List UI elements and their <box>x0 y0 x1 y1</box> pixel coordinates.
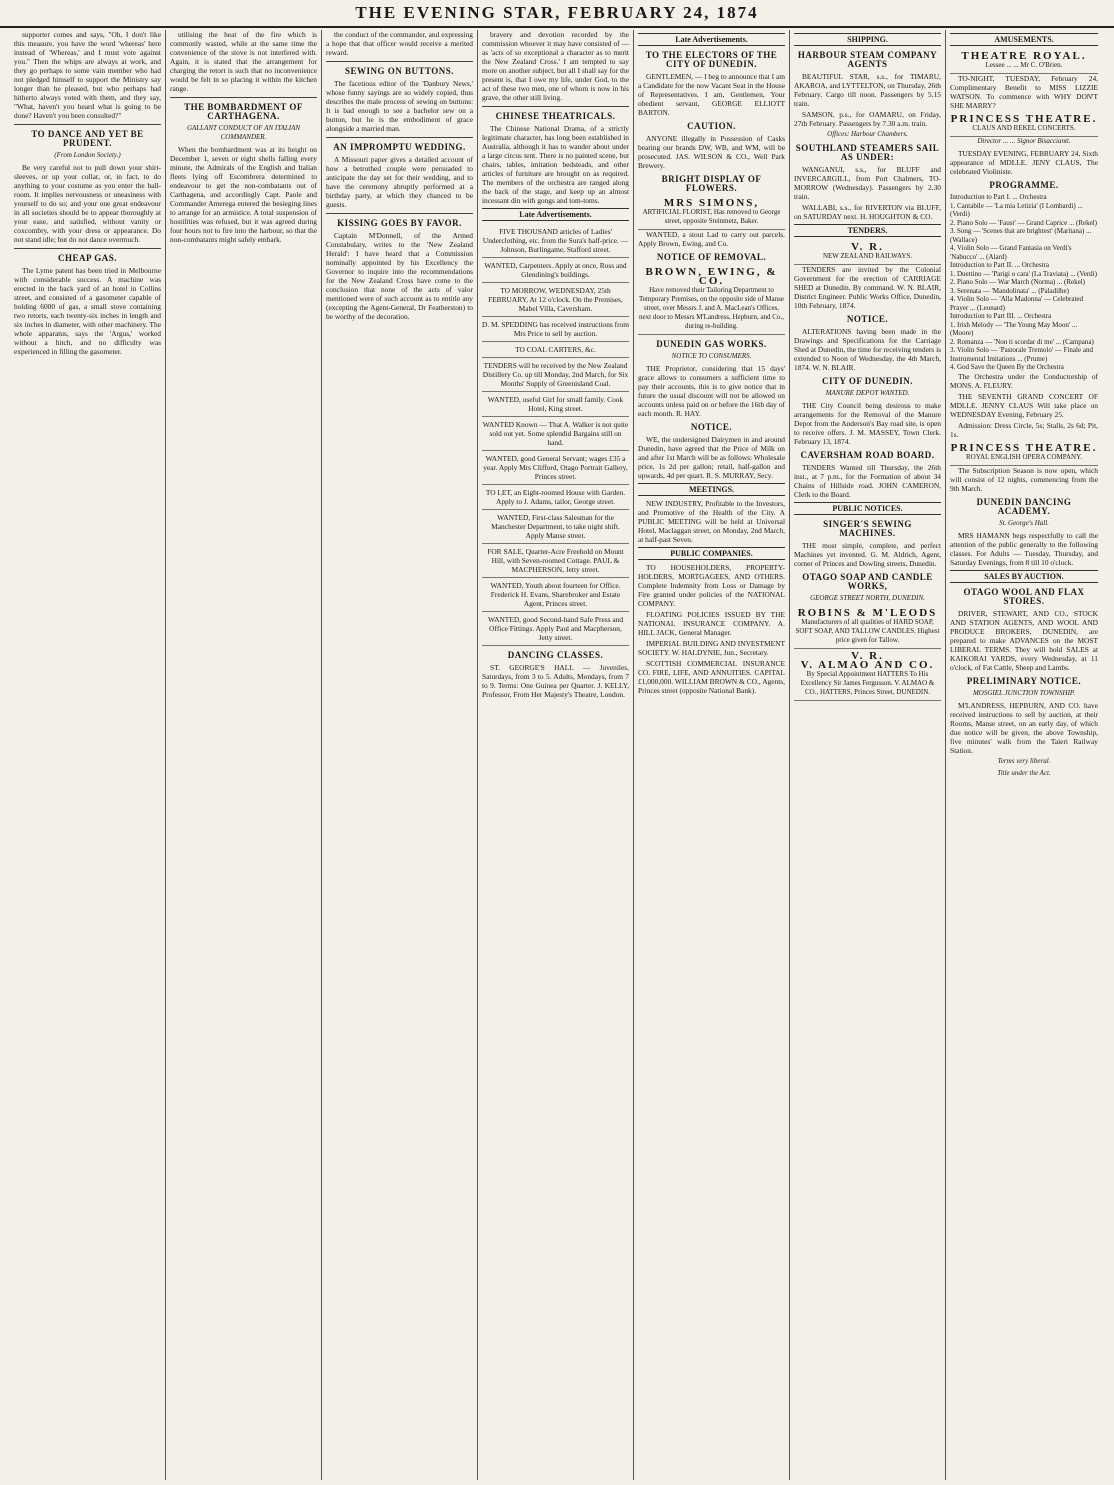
article-heading: AN IMPROMPTU WEDDING. <box>333 142 466 152</box>
programme-item: 3. Song — 'Scenes that are brightest' (Maritana) ... (Wallace) <box>950 227 1092 244</box>
florist-ad <box>638 196 785 230</box>
ad-heading: CAUTION. <box>687 121 736 131</box>
article-text: A Missouri paper gives a detailed account of how a betrothed couple were persuaded to anticipate the day set for their wedding, and to have the ceremony abruptly performed at a birthday party, at which they chanced to be guests. <box>326 155 473 209</box>
ad-heading: TO THE ELECTORS OF THE CITY OF DUNEDIN. <box>645 50 778 69</box>
article-heading: CHINESE THEATRICALS. <box>495 111 616 121</box>
article-subheading: GALLANT CONDUCT OF AN ITALIAN COMMANDER. <box>186 124 301 141</box>
hatter-ad <box>794 649 941 701</box>
railway-ad <box>794 240 941 265</box>
classified-ad: WANTED, First-class Salesman for the Manchester Department, to take night shift. Apply Manse street. <box>482 510 629 544</box>
ad-subheading: St. George's Hall. <box>999 518 1049 527</box>
ad-heading: OTAGO WOOL AND FLAX STORES. <box>963 586 1085 606</box>
section-heading: AMUSEMENTS. <box>950 33 1098 46</box>
columns <box>10 30 1104 1480</box>
ad-subtitle: Have removed their Tailoring Department to Temporary Premises, on the opposite side of Manse street, over Messrs J. and A. MacLean's Offices, next door to Messrs M'Landress, Hepburn, and Co., during re-building. <box>639 286 784 330</box>
classified-ad: WANTED Known — That A. Walker is not quite sold out yet. Some splendid Bargains still on hand. <box>482 417 629 451</box>
ad-text: BEAUTIFUL STAR, s.s., for TIMARU, AKAROA, and LYTTELTON, on Thursday, 26th February. Cargo till noon. Passengers by 5.15 train. <box>794 72 941 108</box>
column-1 <box>10 30 166 1480</box>
ad-title: V. R. <box>851 650 884 662</box>
programme-item: 4. Violin Solo — Grand Fantasia on Verdi's 'Nabucco' ... (Alard) <box>950 244 1072 261</box>
ad-heading: NOTICE OF REMOVAL. <box>656 252 767 262</box>
divider <box>326 61 473 62</box>
ad-heading: OTAGO SOAP AND CANDLE WORKS, <box>802 572 933 591</box>
divider <box>326 137 473 138</box>
section-heading: Late Advertisements. <box>482 208 629 221</box>
ad-subtitle: CLAUS AND REKEL CONCERTS. <box>972 124 1076 132</box>
ad-subtitle: Manufacturers of all qualities of HARD SOAP, SOFT SOAP, AND TALLOW CANDLES. Highest price given for Tallow. <box>795 618 940 644</box>
programme-list <box>950 193 1098 372</box>
ad-text: SAMSON, p.s., for OAMARU, on Friday, 27th February. Passengers by 7.30 a.m. train. <box>794 110 941 128</box>
princess-ad <box>950 112 1098 137</box>
ad-text: TUESDAY EVENING, FEBRUARY 24, Sixth appearance of MDLLE. JENY CLAUS, The celebrated Violiniste. <box>950 149 1098 176</box>
ad-subtitle: NEW ZEALAND RAILWAYS. <box>822 252 913 260</box>
ad-text: Admission: Dress Circle, 5s; Stalls, 2s 6d; Pit, 1s. <box>950 420 1098 439</box>
ad-heading: DUNEDIN DANCING ACADEMY. <box>976 496 1072 516</box>
ad-title: THEATRE ROYAL. <box>961 50 1087 62</box>
ad-title: V. R. <box>851 241 884 253</box>
article-text: bravery and devotion recorded by the commission whoever it may have consisted of — as 'acts of so exceptional a character as to merit the New Zealand Cross.' I am tempted to say more on another subject, but all I shall say for the present is, that I owe my life, under God, to the act of these two men, one of whom is now in his grave, the other still living. <box>482 30 629 102</box>
article-text: The facetious editor of the 'Danbury News,' whose funny sayings are so widely copied, thus describes the male process of sewing on buttons: It is bad enough to see a bachelor sew on a button, but he is the embodiment of grace alongside a married man. <box>326 79 473 133</box>
ad-subtitle: By Special Appointment HATTERS To His Excellency Sir James Fergusson. V. ALMAO & CO., HATTERS, Princes Street, DUNEDIN. <box>800 670 935 696</box>
divider <box>326 213 473 214</box>
ad-title: ROBINS & M'LEODS <box>797 607 938 619</box>
article-heading: THE BOMBARDMENT OF CARTHAGENA. <box>184 102 303 121</box>
ad-text: TO HOUSEHOLDERS, PROPERTY-HOLDERS, MORTGAGEES, AND OTHERS. Complete Indemnity from Loss or Damage by Fire granted under policies of the NATIONAL COMPANY. <box>638 563 785 608</box>
ad-text: NEW INDUSTRY, Profitable to the Investors, and Promotive of the Health of the City. A PUBLIC MEETING will be held at Universal Hotel, Maclaggan street, on Monday, 2nd March, at half-past Seven. <box>638 499 785 544</box>
ad-subtitle: ARTIFICIAL FLORIST, Has removed to George street, opposite Steinmetz, Baker. <box>642 208 781 225</box>
section-heading: SALES BY AUCTION. <box>950 570 1098 583</box>
ad-title: PRINCESS THEATRE. <box>950 113 1098 125</box>
ad-heading: CITY OF DUNEDIN. <box>821 376 914 386</box>
classified-ad: TO LET, an Eight-roomed House with Garden. Apply to J. Adams, tailor, George street. <box>482 485 629 510</box>
classified-ad: TENDERS will be received by the New Zealand Distillery Co. up till Monday, 2nd March, for Six Months' Supply of Greenisland Coal. <box>482 358 629 392</box>
classified-ad: WANTED, good Second-hand Safe Press and Office Fittings. Apply Paul and Macpherson, Jetty street. <box>482 612 629 646</box>
programme-item: 2. Romanza — 'Non ti scordar di me' ... (Campana) <box>950 337 1094 346</box>
classified-ad: D. M. SPEDDING has received instructions from Mrs Price to sell by auction. <box>482 317 629 342</box>
section-heading: MEETINGS. <box>638 483 785 496</box>
programme-item: 2. Piano Solo — 'Faust' — Grand Caprice ... (Rekel) <box>950 218 1097 227</box>
ad-text: IMPERIAL BUILDING AND INVESTMENT SOCIETY. W. HALDYNIE, Jun., Secretary. <box>638 639 785 657</box>
ad-heading: PRELIMINARY NOTICE. <box>966 675 1082 686</box>
ad-text: WANGANUI, s.s., for BLUFF and INVERCARGILL, from Port Chalmers, TO-MORROW (Wednesday). Passengers by 2.30 train. <box>794 165 941 201</box>
ad-text: DRIVER, STEWART, AND CO., STOCK AND STATION AGENTS, AND WOOL AND PRODUCE BROKERS, DUNEDIN, are prepared to make ADVANCES on the MOST LIBERAL TERMS. They will hold SALES at KAIKORAI YARDS, every Wednesday, at 11 o'clock, of Fat Cattle, Sheep and Lambs. <box>950 608 1098 672</box>
column-6 <box>790 30 946 1480</box>
ad-subheading: GEORGE STREET NORTH, DUNEDIN. <box>810 594 925 602</box>
divider <box>14 248 161 249</box>
programme-item: 1. Duettino — 'Parigi o cara' (La Traviata) ... (Verdi) <box>950 269 1097 278</box>
removal-ad <box>638 265 785 335</box>
ad-text: TO-NIGHT, TUESDAY, February 24, Complimentary Benefit to MISS LIZZIE WATSON. To commence with WHY DON'T SHE MARRY? <box>950 74 1098 110</box>
ad-title: V. ALMAO AND CO. <box>800 659 935 671</box>
ad-text: ST. GEORGE'S HALL — Juveniles, Saturdays, from 3 to 5. Adults, Mondays, from 7 to 9. Terms: One Guinea per Quarter. J. KELLY, Professor, From Her Majesty's Theatre, London. <box>482 663 629 699</box>
ad-subheading: Terms very liberal. <box>997 756 1051 765</box>
article-text: the conduct of the commander, and expressing a hope that that officer would receive a merited reward. <box>326 30 473 57</box>
ad-heading: NOTICE. <box>846 314 889 324</box>
ad-text: FLOATING POLICIES ISSUED BY THE NATIONAL INSURANCE COMPANY. A. HILL JACK, General Manager. <box>638 610 785 637</box>
ad-heading: BRIGHT DISPLAY OF FLOWERS. <box>661 174 762 193</box>
article-text: When the bombardment was at its height on December 1, seven or eight shells falling every minute, the Admirals of the English and Italian fleets lying off Escombrera determined to endeavour to get the non-combatants out of Carthagena, and accordingly Capt. Paole and Commander Amerega entered the besieging lines to arrange for an armistice. A total suspension of hostilities was refused, but it was agreed during four hours not to fire into the harbour, so that the non-combatants might safely embark. <box>170 145 317 244</box>
classified-ad: WANTED, Carpenters. Apply at once, Ross and Glendining's buildings. <box>482 258 629 283</box>
programme-item: 4. God Save the Queen By the Orchestra <box>950 363 1064 371</box>
article-text: The Chinese National Drama, of a strictly legitimate character, has long been established in Australia, although it has to wander about under a large circus tent. There is no painted scene, but chairs, tables, imitation bedsteads, and other articles of furniture are brought on as required. The members of the orchestra are ranged along the back of the stage, and keep up an almost incessant din with gongs and tom-toms. <box>482 124 629 205</box>
ad-heading: SINGER'S SEWING MACHINES. <box>823 519 912 538</box>
ad-text: The Subscription Season is now open, which will consist of 12 nights, commencing from the 9th March. <box>950 465 1098 493</box>
divider <box>482 106 629 107</box>
masthead: THE EVENING STAR, FEBRUARY 24, 1874 <box>0 0 1114 28</box>
ad-text: THE most simple, complete, and perfect Machines yet invented. G. M. Aldrich, Agent, corner of Princes and Dowling streets, Dunedin. <box>794 541 941 568</box>
article-heading: CHEAP GAS. <box>57 253 117 263</box>
ad-text: TENDERS Wanted till Thursday, the 26th inst., at 7 p.m., for the Formation of about 34 Chains of Hillside road. JOHN CAMERON, Clerk to the Board. <box>794 463 941 499</box>
ad-title: PRINCESS THEATRE. <box>950 441 1098 454</box>
ad-heading: SOUTHLAND STEAMERS SAIL AS UNDER: <box>795 143 940 162</box>
programme-item: Introduction to Part II. ... Orchestra <box>950 261 1049 269</box>
programme-item: 4. Violin Solo — 'Alla Madonna' — Celebrated Prayer ... (Leonard) <box>950 295 1084 312</box>
ad-text: WANTED, a stout Lad to carry out parcels. Apply Brown, Ewing, and Co. <box>638 230 785 248</box>
programme-item: 3. Violin Solo — 'Pastorale Tremolo' — Finale and Instrumental Imitations ... (Prume) <box>950 346 1093 363</box>
ad-title: BROWN, EWING, & CO. <box>645 266 778 287</box>
classified-ad: WANTED, Youth about fourteen for Office. Frederick H. Evans, Sharebroker and Estate Agent, Princes street. <box>482 578 629 612</box>
ad-text: ALTERATIONS having been made in the Drawings and Specifications for the Carriage Shed at Dunedin, the time for receiving tenders is extended to Noon of Wednesday, the 4th March, 1874. W. N. BLAIR. <box>794 327 941 372</box>
programme-heading: PROGRAMME. <box>989 180 1059 190</box>
section-heading: Late Advertisements. <box>638 33 785 46</box>
classified-ad: TO COAL CARTERS, &c. <box>482 342 629 358</box>
programme-item: Introduction to Part III. ... Orchestra <box>950 312 1052 320</box>
opera-ad <box>950 441 1098 466</box>
article-subheading: (From London Society.) <box>54 151 121 159</box>
soap-ad <box>794 606 941 649</box>
classified-ad: TO MORROW, WEDNESDAY, 25th FEBRUARY, At 12 o'clock. On the Premises, Mabel Villa, Caversham. <box>482 283 629 317</box>
ad-text: TENDERS are invited by the Colonial Government for the erection of CARRIAGE SHED at Dunedin. By command. W. N. BLAIR, District Engineer. Public Works Office, Dunedin, 10th February, 1874. <box>794 265 941 310</box>
ad-text: THE SEVENTH GRAND CONCERT OF MDLLE. JENNY CLAUS Will take place on WEDNESDAY Evening, February 25. <box>950 391 1098 419</box>
ad-subtitle: ROYAL ENGLISH OPERA COMPANY. <box>965 452 1083 461</box>
column-2 <box>166 30 322 1480</box>
section-heading: TENDERS. <box>794 224 941 237</box>
ad-heading: HARBOUR STEAM COMPANY AGENTS <box>797 50 938 69</box>
classified-ad: WANTED, good General Servant; wages £35 a year. Apply Mrs Clifford, Otago Portrait Gallery, Princes street. <box>482 451 629 485</box>
ad-text: MRS HAMANN begs respectfully to call the attention of the public generally to the following classes. For Adults — Tuesday, Thursday, and Saturday Evenings, from 8 till 10 o'clock. <box>950 530 1098 567</box>
ad-text: THE Proprietor, considering that 15 days' grace allows to consumers a sufficient time to pay their accounts, this is to give notice that in future the usual discount will not be allowed on accounts unless paid on or before the 16th day of each month. R. HAY. <box>638 364 785 418</box>
ad-text: M'LANDRESS, HEPBURN, AND CO. have received instructions to sell by auction, at their Rooms, Manse street, on an early day, of which due notice will be given, the above Township, five minutes' walk from the Taieri Railway Station. <box>950 700 1098 755</box>
column-5 <box>634 30 790 1480</box>
ad-text: The Orchestra under the Conductorship of MONS. A. FLEURY. <box>950 371 1098 390</box>
article-text: supporter comes and says, "Oh, I don't like this measure, you have the word 'whereas' here instead of 'Whereas,' and I must vote against you." Then the whips are always at work, and they go perhaps to some vain member who had not pledged himself to support the Ministry say longer than he pleased, but who perhaps had hitherto always voted with them, and they say, "What, haven't you heard what is going to be done? Haven't you been consulted?" <box>14 30 161 120</box>
ad-text: SCOTTISH COMMERCIAL INSURANCE CO. FIRE, LIFE, AND ANNUITIES. CAPITAL £1,000,000. WILLIAM BROWN & CO., Agents, Princes street (opposite National Bank). <box>638 659 785 695</box>
divider <box>14 124 161 125</box>
article-text: Captain M'Donnell, of the Armed Constabulary, writes to the 'New Zealand Herald': I have heard that a Commission nominally appointed by his Excellency the Governor to inquire into the recommendations for the New Zealand Cross have come to the conclusion that none of the acts of valor mentioned were of such account as to entitle any (excepting the Agent-General, Dr Featherston) to be worthy of the decoration. <box>326 231 473 321</box>
ad-title: MRS SIMONS, <box>663 197 760 209</box>
ad-heading: DUNEDIN GAS WORKS. <box>656 339 767 349</box>
programme-item: 3. Serenata — 'Mandolinata' ... (Paladilhe) <box>950 286 1069 295</box>
ad-subheading: MOSGIEL JUNCTION TOWNSHIP. <box>972 688 1076 697</box>
section-heading: PUBLIC COMPANIES. <box>638 547 785 560</box>
article-text: Be very careful not to pull down your shirt-sleeves, or up your collar, or, in fact, to do anything to your costume as you enter the ball-room. It implies nervousness or uneasiness with yourself to do so; and your one great endeavour in all societies should be to appear thoroughly at your ease, and satisfied, without vanity or coxcombry, with your dress or appearance. Do not stand idle; but do not dance overmuch. <box>14 163 161 244</box>
ad-subheading: Title under the Act. <box>997 768 1051 777</box>
ad-subtitle: Lessee ... ... Mr C. O'Brien. <box>985 61 1063 69</box>
ad-heading: DANCING CLASSES. <box>507 650 604 660</box>
column-7 <box>946 30 1102 1480</box>
classified-ad: FIVE THOUSAND articles of Ladies' Underclothing, etc. from the Sura's half-price. — Johnson, Burlingame, Stafford street. <box>482 224 629 258</box>
ad-subheading: MANURE DEPOT WANTED. <box>825 389 910 397</box>
programme-item: 1. Cantabile — 'La mia Letizia' (I Lombardi) ... (Verdi) <box>950 201 1083 218</box>
column-4 <box>478 30 634 1480</box>
ad-text: ANYONE illegally in Possession of Casks bearing our brands DW, WB, and WM, will be prosecuted. JAS. WILSON & CO., Well Park Brewery. <box>638 134 785 170</box>
ad-text: WE, the undersigned Dairymen in and around Dunedin, have agreed that the Price of Milk on and after 1st March will be as follows: Wholesale price, 1s 2d per gallon; retail, half-gallon and upwards, 4d per quart. R. S. MURRAY, Secy. <box>638 435 785 480</box>
divider <box>170 97 317 98</box>
programme-item: 2. Piano Solo — War March (Norma) ... (Rekel) <box>950 278 1085 286</box>
programme-item: 1. Irish Melody — 'The Young May Moon' ... (Moore) <box>950 320 1078 337</box>
classified-ad: FOR SALE, Quarter-Acre Freehold on Mount Hill, with Seven-roomed Cottage. PAUL & MACPHERSON, Jetty street. <box>482 544 629 578</box>
article-heading: SEWING ON BUTTONS. <box>344 66 455 76</box>
section-heading: SHIPPING. <box>794 33 941 46</box>
ad-heading: CAVERSHAM ROAD BOARD. <box>800 450 935 460</box>
ad-heading: NOTICE. <box>690 422 733 432</box>
theatre-ad <box>950 49 1098 74</box>
article-heading: KISSING GOES BY FAVOR. <box>337 218 462 228</box>
article-heading: TO DANCE AND YET BE PRUDENT. <box>31 129 144 148</box>
article-text: utilising the heat of the fire which is commonly wasted, while at the same time the convenience of the stove is not interfered with. Again, it is stated that the arrangement for charging the retort is such that no inconvenience would be felt in so placing it within the kitchen range. <box>170 30 317 93</box>
section-heading: PUBLIC NOTICES. <box>794 502 941 515</box>
ad-text: THE City Council being desirous to make arrangements for the Removal of the Manure Depot from the Anderson's Bay road site, is open to receive offers. J. M. MASSEY, Town Clerk. February 13, 1874. <box>794 401 941 446</box>
column-3 <box>322 30 478 1480</box>
article-text: The Lyme patent has been tried in Melbourne with considerable success. A machine was erected in the back yard of an hotel in Collins street, and consisted of a gasometer capable of holding 6000 of gas, a small stove containing two retorts, each twenty-six inches in length and six inches in diameter, with other machinery. The whole apparatus, says the 'Argus,' worked without a hitch, and no difficulty was experienced in filling the gasometer. <box>14 266 161 356</box>
ad-subheading: Offices: Harbour Chambers. <box>827 130 908 138</box>
ad-text: GENTLEMEN, — I beg to announce that I am a Candidate for the now Vacant Seat in the House of Representatives. I am, Gentlemen, Your obedient servant, GEORGE ELLIOTT BARTON. <box>638 72 785 117</box>
ad-text: WALLABI, s.s., for RIVERTON via BLUFF, on SATURDAY next. H. HOUGHTON & CO. <box>794 203 941 221</box>
classified-ads <box>482 224 629 646</box>
classified-ad: WANTED, useful Girl for small family. Cook Hotel, King street. <box>482 392 629 417</box>
ad-subheading: Director ... ... Signor Bisaccianti. <box>977 137 1071 145</box>
programme-item: Introduction to Part I. ... Orchestra <box>950 193 1047 201</box>
ad-subheading: NOTICE TO CONSUMERS. <box>671 352 752 360</box>
